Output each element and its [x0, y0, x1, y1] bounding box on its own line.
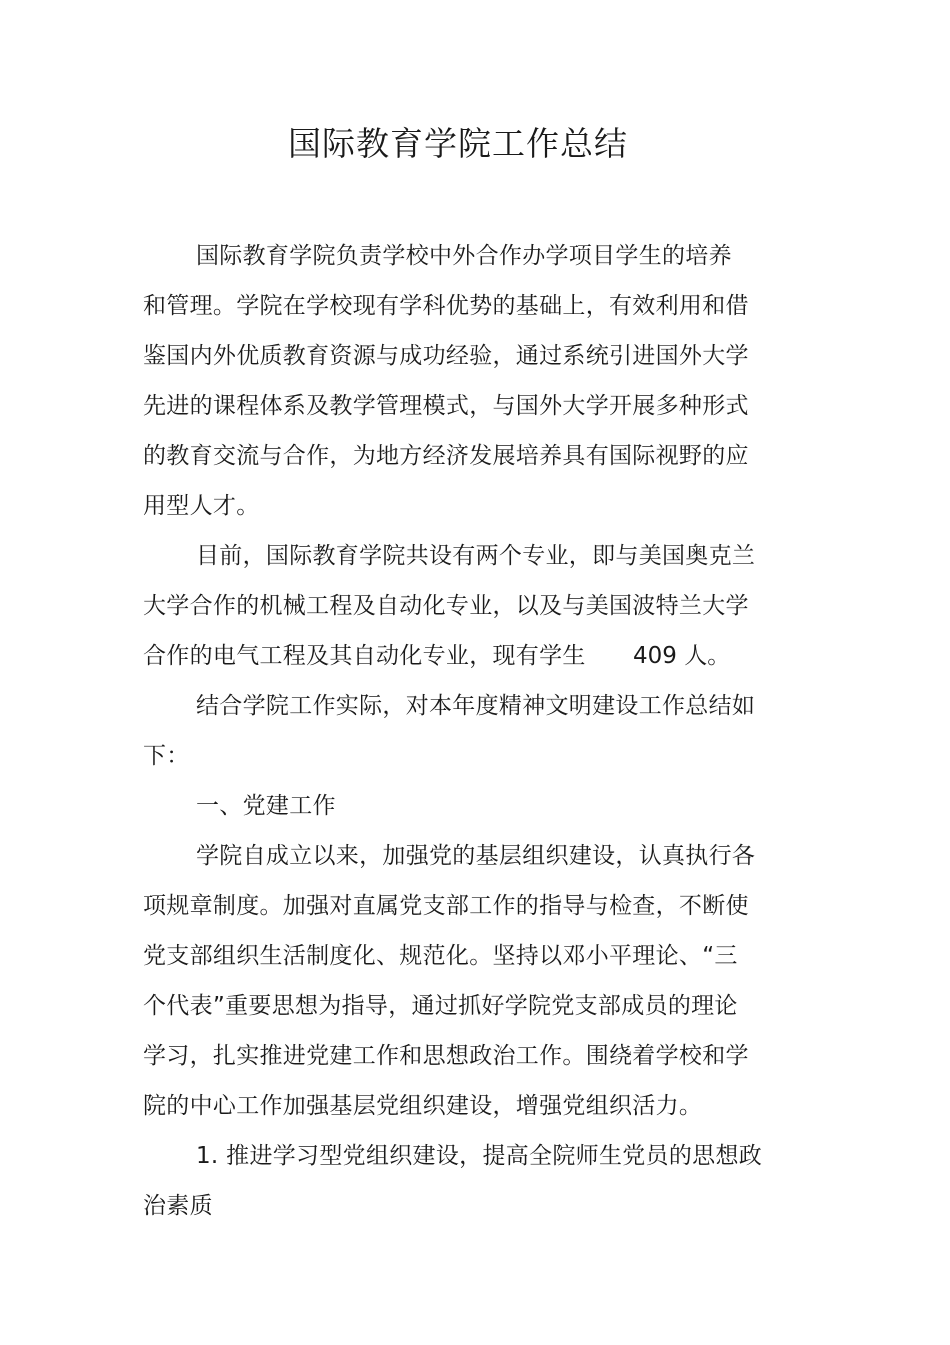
- paragraph-4-line-6: 院的中心工作加强基层党组织建设，增强党组织活力。: [143, 1093, 703, 1119]
- paragraph-3-line-1: 结合学院工作实际，对本年度精神文明建设工作总结如: [196, 693, 756, 719]
- paragraph-2-line-2: 大学合作的机械工程及自动化专业，以及与美国波特兰大学: [143, 593, 749, 619]
- paragraph-1-line-1: 国际教育学院负责学校中外合作办学项目学生的培养: [196, 243, 732, 269]
- paragraph-2-line-3: 合作的电气工程及其自动化专业，现有学生: [143, 643, 586, 669]
- subsection-1-line-2: 治素质: [143, 1193, 213, 1219]
- student-count: 409 人。: [633, 643, 731, 669]
- paragraph-4-line-5: 学习，扎实推进党建工作和思想政治工作。围绕着学校和学: [143, 1043, 749, 1069]
- document-title: 国际教育学院工作总结: [288, 124, 628, 163]
- subsection-1-line-1: 1. 推进学习型党组织建设，提高全院师生党员的思想政: [196, 1143, 763, 1169]
- paragraph-1-line-5: 的教育交流与合作，为地方经济发展培养具有国际视野的应: [143, 443, 749, 469]
- paragraph-1-line-2: 和管理。学院在学校现有学科优势的基础上，有效利用和借: [143, 293, 749, 319]
- paragraph-4-line-4: 个代表”重要思想为指导，通过抓好学院党支部成员的理论: [143, 993, 738, 1019]
- section-1-heading: 一、党建工作: [196, 793, 336, 819]
- paragraph-1-line-3: 鉴国内外优质教育资源与成功经验，通过系统引进国外大学: [143, 343, 749, 369]
- paragraph-4-line-3: 党支部组织生活制度化、规范化。坚持以邓小平理论、“三: [143, 943, 738, 969]
- paragraph-4-line-1: 学院自成立以来，加强党的基层组织建设，认真执行各: [196, 843, 756, 869]
- paragraph-3-line-2: 下：: [143, 743, 190, 769]
- paragraph-1-line-6: 用型人才。: [143, 493, 260, 519]
- paragraph-1-line-4: 先进的课程体系及教学管理模式，与国外大学开展多种形式: [143, 393, 749, 419]
- paragraph-4-line-2: 项规章制度。加强对直属党支部工作的指导与检查，不断使: [143, 893, 749, 919]
- paragraph-2-line-1: 目前，国际教育学院共设有两个专业，即与美国奥克兰: [196, 543, 756, 569]
